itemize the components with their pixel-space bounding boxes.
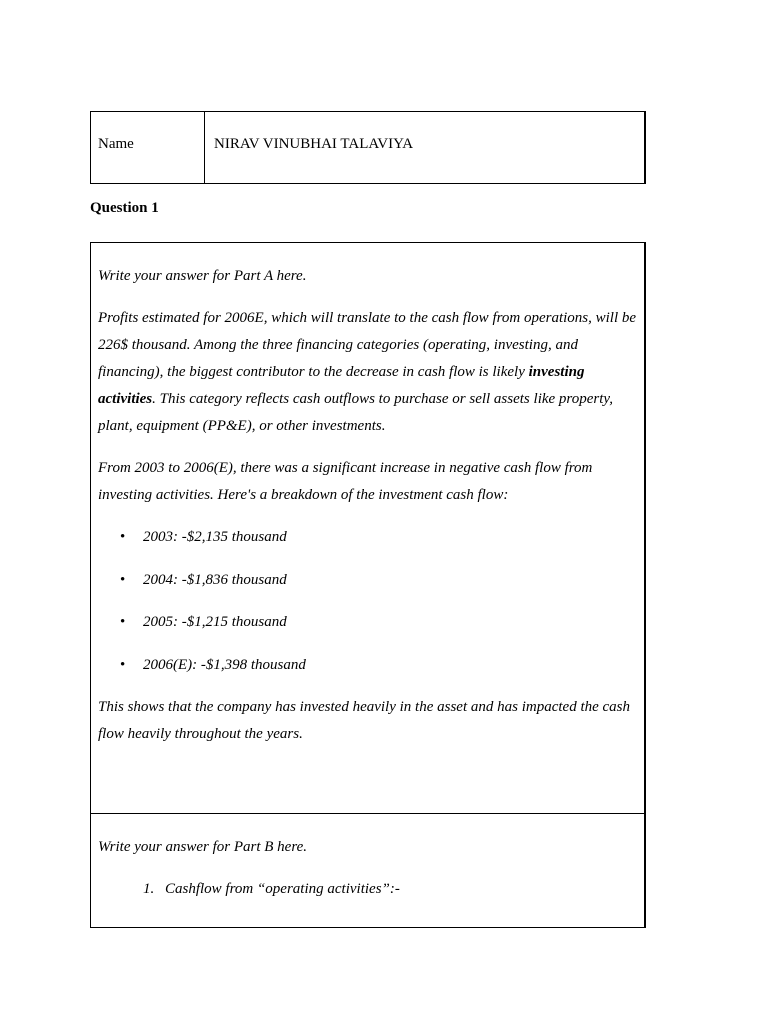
list-item-text: 2006(E): -$1,398 thousand xyxy=(143,656,306,673)
part-a-paragraph-2: From 2003 to 2006(E), there was a significant increase in negative cash flow from investing activities. Here's a breakdown of the investment cash flow: xyxy=(98,460,593,503)
part-b-answer-box xyxy=(90,813,646,928)
bullet-icon: • xyxy=(120,614,126,630)
list-item xyxy=(98,609,637,636)
list-item xyxy=(98,524,637,551)
paragraph-1-bold: investing activities xyxy=(98,364,585,407)
list-item-text: 2005: -$1,215 thousand xyxy=(143,614,287,630)
list-item-text: 2004: -$1,836 thousand xyxy=(143,571,287,588)
part-a-content xyxy=(91,243,644,748)
list-item xyxy=(98,567,637,594)
investment-list xyxy=(98,524,637,679)
part-b-content xyxy=(91,814,644,903)
list-item-text: Cashflow from “operating activities”:- xyxy=(165,881,400,897)
student-name: NIRAV VINUBHAI TALAVIYA xyxy=(214,136,414,152)
bullet-icon: • xyxy=(120,571,126,588)
bullet-icon: • xyxy=(120,529,126,545)
part-a-prompt: Write your answer for Part A here. xyxy=(98,268,307,284)
part-b-list xyxy=(98,876,637,903)
part-a-conclusion: This shows that the company has invested heavily in the asset and has impacted the cash flow heavily throughout the years. xyxy=(98,699,631,742)
list-number: 1. xyxy=(143,881,155,897)
paragraph-1-text: Profits estimated for 2006E, which will translate to the cash flow from operations, will be 226$ thousand. Among the three financing categories (operating, investing, and financing), the biggest contributor to the decrease in cash flow is likely xyxy=(98,310,637,380)
bullet-icon: • xyxy=(120,656,126,673)
question-heading: Question 1 xyxy=(90,200,159,216)
name-table xyxy=(90,111,646,184)
part-b-prompt: Write your answer for Part B here. xyxy=(98,839,308,855)
list-item xyxy=(98,652,637,679)
list-item-text: 2003: -$2,135 thousand xyxy=(143,529,287,545)
name-label: Name xyxy=(91,112,205,183)
list-item xyxy=(98,876,637,903)
part-a-answer-box xyxy=(90,242,646,814)
paragraph-1-text-end: . This category reflects cash outflows to purchase or sell assets like property, plant, equipment (PP&E), or other investments. xyxy=(98,391,613,434)
part-a-paragraph-1 xyxy=(98,305,637,440)
